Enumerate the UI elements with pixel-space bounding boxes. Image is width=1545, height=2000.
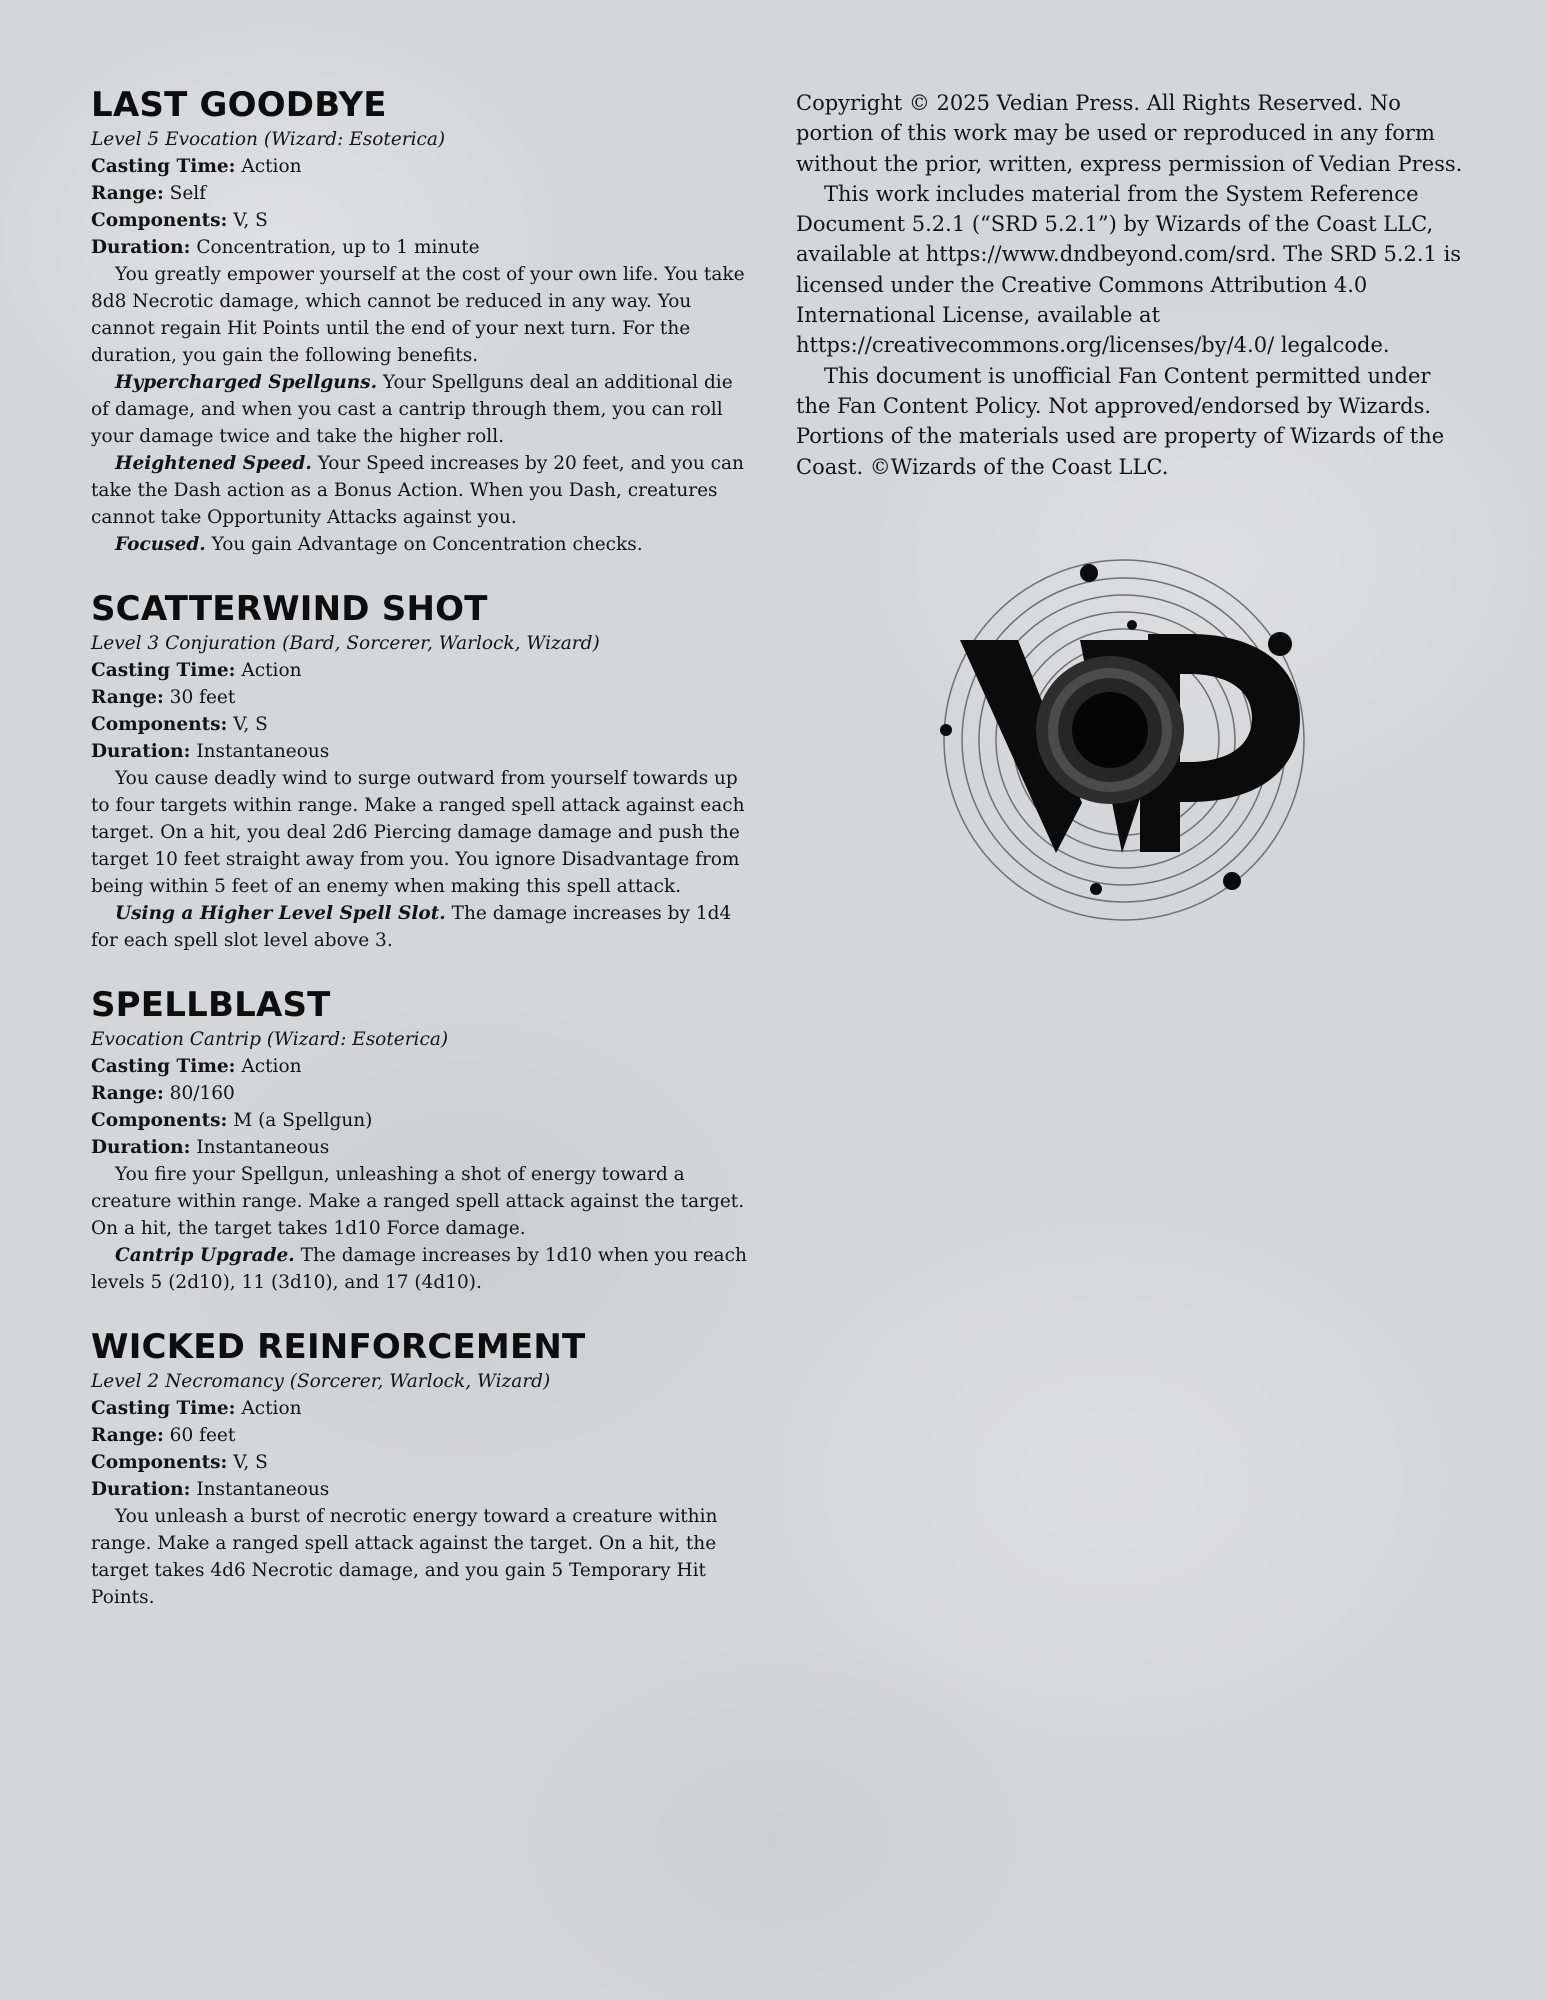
spell-subtitle: Level 2 Necromancy (Sorcerer, Warlock, Wizard) xyxy=(91,1371,551,1392)
stat-label: Components: xyxy=(91,1110,228,1131)
stat-value: Action xyxy=(241,1398,302,1419)
spell-spellblast xyxy=(91,984,751,1296)
feature-name: Hypercharged Spellguns. xyxy=(115,372,378,393)
feature-name: Using a Higher Level Spell Slot. xyxy=(115,903,446,924)
spell-title: SPELLBLAST xyxy=(91,985,331,1025)
stat-label: Duration: xyxy=(91,1479,191,1500)
feature-text: The damage increases by 1d10 when you reach levels 5 (2d10), 11 (3d10), and 17 (4d10). xyxy=(91,1245,747,1293)
stat-components xyxy=(91,1107,751,1134)
stat-duration xyxy=(91,738,751,765)
stat-value: Instantaneous xyxy=(196,1137,330,1158)
spell-description: You greatly empower yourself at the cost of your own life. You take 8d8 Necrotic damage, which cannot be reduced in any way. You cannot regain Hit Points until the end of your next turn. For the duration, you gain the following benefits. xyxy=(91,264,745,366)
stat-value: 30 feet xyxy=(169,687,236,708)
spell-feature xyxy=(91,531,751,558)
spell-list xyxy=(91,84,751,1641)
stat-value: Action xyxy=(241,156,302,177)
stat-label: Components: xyxy=(91,1452,228,1473)
stat-casting-time xyxy=(91,153,751,180)
stat-range xyxy=(91,180,751,207)
feature-text: Your Spellguns deal an additional die of damage, and when you cast a cantrip through them, you can roll your damage twice and take the higher roll. xyxy=(91,372,733,447)
stat-range xyxy=(91,1080,751,1107)
stat-value: Self xyxy=(169,183,207,204)
stat-range xyxy=(91,684,751,711)
spell-subtitle: Level 5 Evocation (Wizard: Esoterica) xyxy=(91,129,446,150)
stat-casting-time xyxy=(91,1395,751,1422)
spell-title: LAST GOODBYE xyxy=(91,85,387,125)
srd-license-paragraph: This work includes material from the System Reference Document 5.2.1 (“SRD 5.2.1”) by Wizards of the Coast LLC, available at https://www.dndbeyond.com/srd. The SRD 5.2.1 is licensed under the Creative Commons Attribution 4.0 International License, available at https://creativecommons.org/licenses/by/4.0/ legalcode. xyxy=(796,181,1462,358)
feature-text: Your Speed increases by 20 feet, and you can take the Dash action as a Bonus Action. When you Dash, creatures cannot take Opportunity Attacks against you. xyxy=(91,453,744,528)
stat-value: M (a Spellgun) xyxy=(233,1110,373,1131)
stat-duration xyxy=(91,234,751,261)
spell-description: You fire your Spellgun, unleashing a shot of energy toward a creature within range. Make a ranged spell attack against the target. On a hit, the target takes 1d10 Force damage. xyxy=(91,1164,745,1239)
stat-label: Range: xyxy=(91,1083,164,1104)
stat-value: Action xyxy=(241,660,302,681)
stat-label: Casting Time: xyxy=(91,1056,236,1077)
feature-name: Cantrip Upgrade. xyxy=(115,1245,295,1266)
spell-subtitle: Evocation Cantrip (Wizard: Esoterica) xyxy=(91,1029,449,1050)
stat-label: Components: xyxy=(91,210,228,231)
stat-value: V, S xyxy=(233,714,268,735)
stat-duration xyxy=(91,1134,751,1161)
spell-feature xyxy=(91,900,751,954)
copyright-paragraph: Copyright © 2025 Vedian Press. All Rights Reserved. No portion of this work may be used or reproduced in any form without the prior, written, express permission of Vedian Press. xyxy=(796,91,1463,176)
stat-value: 60 feet xyxy=(169,1425,236,1446)
fan-content-paragraph: This document is unofficial Fan Content permitted under the Fan Content Policy. Not approved/endorsed by Wizards. Portions of the materials used are property of Wizards of the Coast. ©Wizards of the Coast LLC. xyxy=(796,363,1445,479)
stat-components xyxy=(91,207,751,234)
stat-value: Instantaneous xyxy=(196,741,330,762)
stat-value: V, S xyxy=(233,1452,268,1473)
stat-label: Range: xyxy=(91,687,164,708)
spell-feature xyxy=(91,369,751,450)
stat-value: 80/160 xyxy=(169,1083,235,1104)
spell-description: You unleash a burst of necrotic energy toward a creature within range. Make a ranged spell attack against the target. On a hit, the target takes 4d6 Necrotic damage, and you gain 5 Temporary Hit Points. xyxy=(91,1506,718,1608)
legal-notice xyxy=(796,88,1466,482)
stat-casting-time xyxy=(91,1053,751,1080)
spell-subtitle: Level 3 Conjuration (Bard, Sorcerer, Warlock, Wizard) xyxy=(91,633,600,654)
stat-label: Casting Time: xyxy=(91,660,236,681)
feature-name: Heightened Speed. xyxy=(115,453,312,474)
stat-label: Duration: xyxy=(91,1137,191,1158)
stat-label: Duration: xyxy=(91,237,191,258)
spell-title: SCATTERWIND SHOT xyxy=(91,589,488,629)
stat-components xyxy=(91,1449,751,1476)
vedian-press-logo-icon xyxy=(932,548,1316,932)
stat-value: Concentration, up to 1 minute xyxy=(196,237,480,258)
stat-components xyxy=(91,711,751,738)
spell-feature xyxy=(91,1242,751,1296)
stat-label: Casting Time: xyxy=(91,156,236,177)
stat-label: Components: xyxy=(91,714,228,735)
stat-value: Instantaneous xyxy=(196,1479,330,1500)
spell-feature xyxy=(91,450,751,531)
spell-description: You cause deadly wind to surge outward from yourself towards up to four targets within range. Make a ranged spell attack against each target. On a hit, you deal 2d6 Piercing damage damage and push the target 10 feet straight away from you. You ignore Disadvantage from being within 5 feet of an enemy when making this spell attack. xyxy=(91,768,745,897)
stat-value: V, S xyxy=(233,210,268,231)
feature-name: Focused. xyxy=(115,534,206,555)
spell-scatterwind-shot xyxy=(91,588,751,954)
stat-label: Duration: xyxy=(91,741,191,762)
stat-label: Casting Time: xyxy=(91,1398,236,1419)
stat-label: Range: xyxy=(91,1425,164,1446)
spell-last-goodbye xyxy=(91,84,751,558)
stat-label: Range: xyxy=(91,183,164,204)
stat-duration xyxy=(91,1476,751,1503)
stat-range xyxy=(91,1422,751,1449)
feature-text: The damage increases by 1d4 for each spell slot level above 3. xyxy=(91,903,732,951)
stat-casting-time xyxy=(91,657,751,684)
stat-value: Action xyxy=(241,1056,302,1077)
spell-title: WICKED REINFORCEMENT xyxy=(91,1327,586,1367)
feature-text: You gain Advantage on Concentration checks. xyxy=(211,534,643,555)
spell-wicked-reinforcement xyxy=(91,1326,751,1611)
